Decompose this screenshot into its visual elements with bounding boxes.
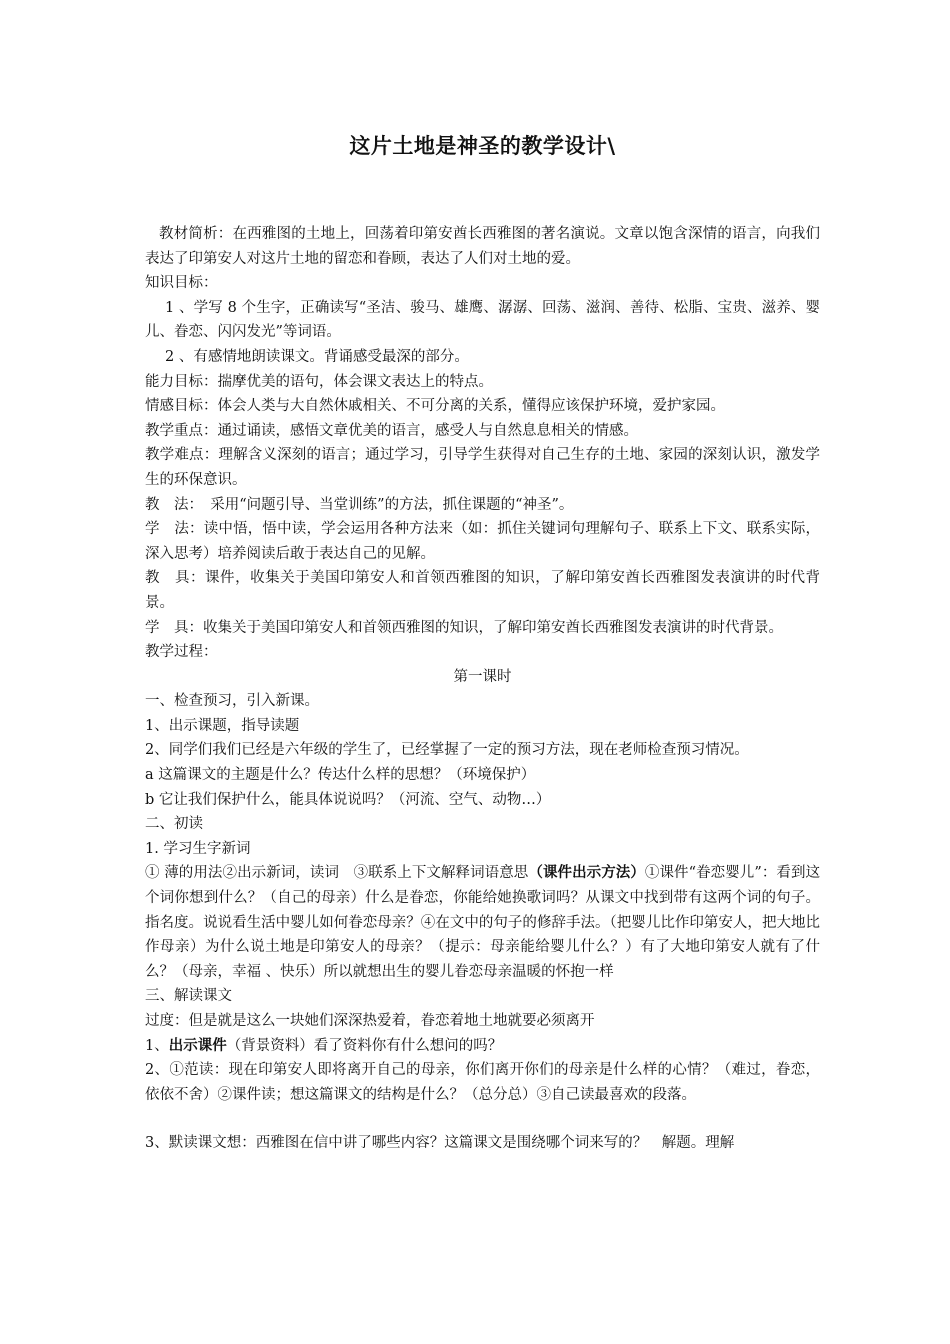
section-3-item-1-num: 1、 (145, 1037, 169, 1054)
transition-line: 过度：但是就是这么一块她们深深热爱着，眷恋着地土地就要必须离开 (145, 1013, 595, 1029)
section-1-item-2: 2、同学们我们已经是六年级的学生了，已经掌握了一定的预习方法，现在老师检查预习情况。 (145, 742, 749, 759)
lesson-heading: 第一课时 (453, 668, 512, 685)
process-label: 教学过程： (145, 644, 218, 661)
section-1-item-1: 1、出示课题，指导读题 (145, 717, 300, 734)
question-a: a 这篇课文的主题是什么？传达什么样的思想？（环境保护） (145, 767, 536, 784)
paragraph-intro: 教材简析：在西雅图的土地上，回荡着印第安酋长西雅图的著名演说。文章以饱含深情的语言，向我们表达了印第安人对这片土地的留恋和眷顾，表达了人们对土地的爱。 (145, 226, 820, 267)
section-3-heading: 三、解读课文 (145, 988, 232, 1005)
teaching-tools: 教 具：课件，收集关于美国印第安人和首领西雅图的知识，了解印第安酋长西雅图发表演讲的时代背景。 (145, 570, 820, 611)
section-3-item-1 (145, 1034, 820, 1059)
section-3-item-1-rest: （背景资料）看了资料你有什么想问的吗？ (226, 1037, 503, 1054)
page-title: 这片土地是神圣的教学设计\ (349, 134, 616, 158)
ability-goal: 能力目标：揣摩优美的语句，体会课文表达上的特点。 (145, 373, 493, 390)
knowledge-item-2: 2 、有感情地朗读课文。背诵感受最深的部分。 (165, 348, 469, 365)
knowledge-label: 知识目标： (145, 275, 218, 292)
teaching-difficulty: 教学难点：理解含义深刻的语言；通过学习，引导学生获得对自己生存的土地、家园的深刻认识，激发学生的环保意识。 (145, 447, 820, 488)
section-2-text-b: ①课件“眷恋婴儿”：看到这个词你想到什么？（自己的母亲）什么是眷恋，你能给她换歌词吗？从课文中找到带有这两个词的句子。指名度。说说看生活中婴儿如何眷恋母亲？④在文中的句子的修辞手法。（把婴儿比作印第安人，把大地比作母亲）为什么说土地是印第安人的母亲？（提示：母亲能给婴儿什么？）有了大地印第安人就有了什么？（母亲，幸福 、快乐）所以就想出生的婴儿眷恋母亲温暖的怀抱一样 (145, 865, 821, 980)
teaching-method: 教 法： 采用“问题引导、当堂训练”的方法，抓住课题的“神圣”。 (145, 496, 574, 513)
section-2-paragraph (145, 861, 820, 984)
learning-method: 学 法：读中悟，悟中读，学会运用各种方法来（如：抓住关键词句理解句子、联系上下文、联系实际，深入思考）培养阅读后敢于表达自己的见解。 (145, 521, 820, 562)
section-2-item-1: 1. 学习生字新词 (145, 840, 251, 857)
document-page (145, 130, 820, 1156)
section-2-bold-text: （课件出示方法） (528, 864, 645, 882)
question-b: b 它让我们保护什么，能具体说说吗？（河流、空气、动物…） (145, 791, 551, 808)
section-2-heading: 二、初读 (145, 816, 203, 833)
emotion-goal: 情感目标：体会人类与大自然休戚相关、不可分离的关系，懂得应该保护环境，爱护家园。 (145, 398, 725, 415)
section-3-item-2: 2、①范读：现在印第安人即将离开自己的母亲，你们离开你们的母亲是什么样的心情？（难过，眷恋，依依不舍）②课件读；想这篇课文的结构是什么？（总分总）③自己读最喜欢的段落。 (145, 1062, 820, 1103)
blank-line (145, 1107, 820, 1131)
knowledge-item-1: 1 、学写 8 个生字，正确读写“圣洁、骏马、雄鹰、潺潺、回荡、滋润、善待、松脂、宝贵、滋养、婴儿、眷恋、闪闪发光”等词语。 (145, 299, 820, 341)
teaching-focus: 教学重点：通过诵读，感悟文章优美的语言，感受人与自然息息相关的情感。 (145, 422, 638, 439)
section-3-item-1-bold: 出示课件 (168, 1036, 227, 1054)
learning-tools: 学 具：收集关于美国印第安人和首领西雅图的知识，了解印第安酋长西雅图发表演讲的时代背景。 (145, 619, 783, 636)
section-3-item-3: 3、默读课文想：西雅图在信中讲了哪些内容？这篇课文是围绕哪个词来写的？ 解题。理解 (145, 1135, 735, 1152)
section-1-heading: 一、检查预习，引入新课。 (145, 693, 319, 710)
section-2-text-a: ① 薄的用法②出示新词，读词 ③联系上下文解释词语意思 (145, 865, 529, 882)
